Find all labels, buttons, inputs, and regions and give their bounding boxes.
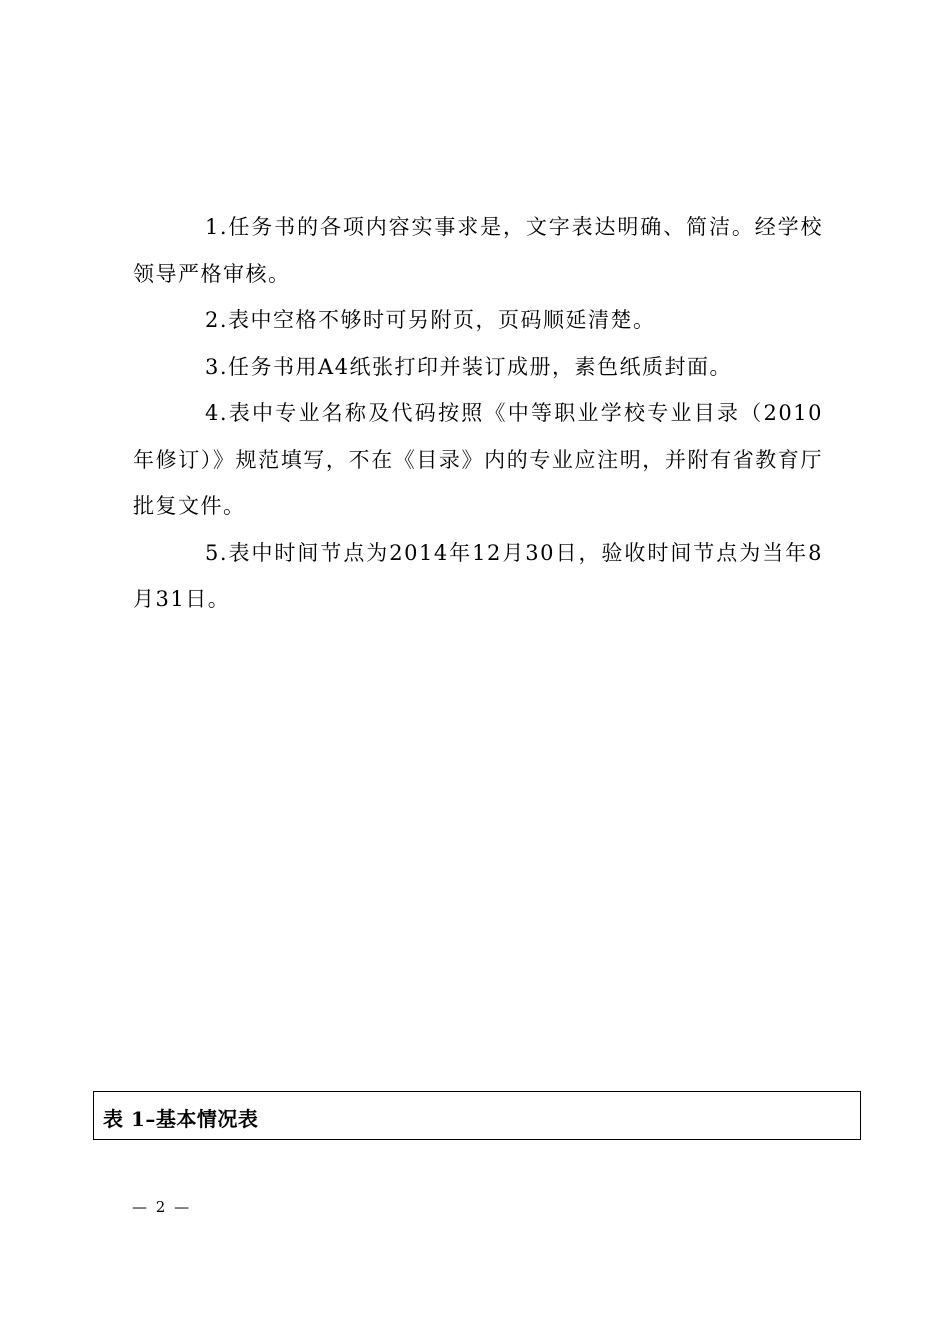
instruction-item-3: 3.任务书用A4纸张打印并装订成册，素色纸质封面。 bbox=[205, 354, 733, 379]
instruction-item-1: 1.任务书的各项内容实事求是，文字表达明确、简洁。经学校领导严格审核。 bbox=[133, 215, 823, 286]
instruction-item-5: 5.表中时间节点为2014年12月30日，验收时间节点为当年8 月31日。 bbox=[133, 540, 823, 611]
instructions-section bbox=[133, 204, 823, 623]
instruction-item-2: 2.表中空格不够时可另附页，页码顺延清楚。 bbox=[205, 308, 656, 332]
page-number: — 2 — bbox=[132, 1198, 192, 1216]
instruction-item-4: 4.表中专业名称及代码按照《中等职业学校专业目录（2010年修订）》规范填写，不在《目录》内的专业应注明，并附有省教育厅批复文件。 bbox=[133, 401, 823, 518]
table-title-box bbox=[93, 1091, 861, 1140]
table-title: 表 1–基本情况表 bbox=[103, 1107, 259, 1131]
